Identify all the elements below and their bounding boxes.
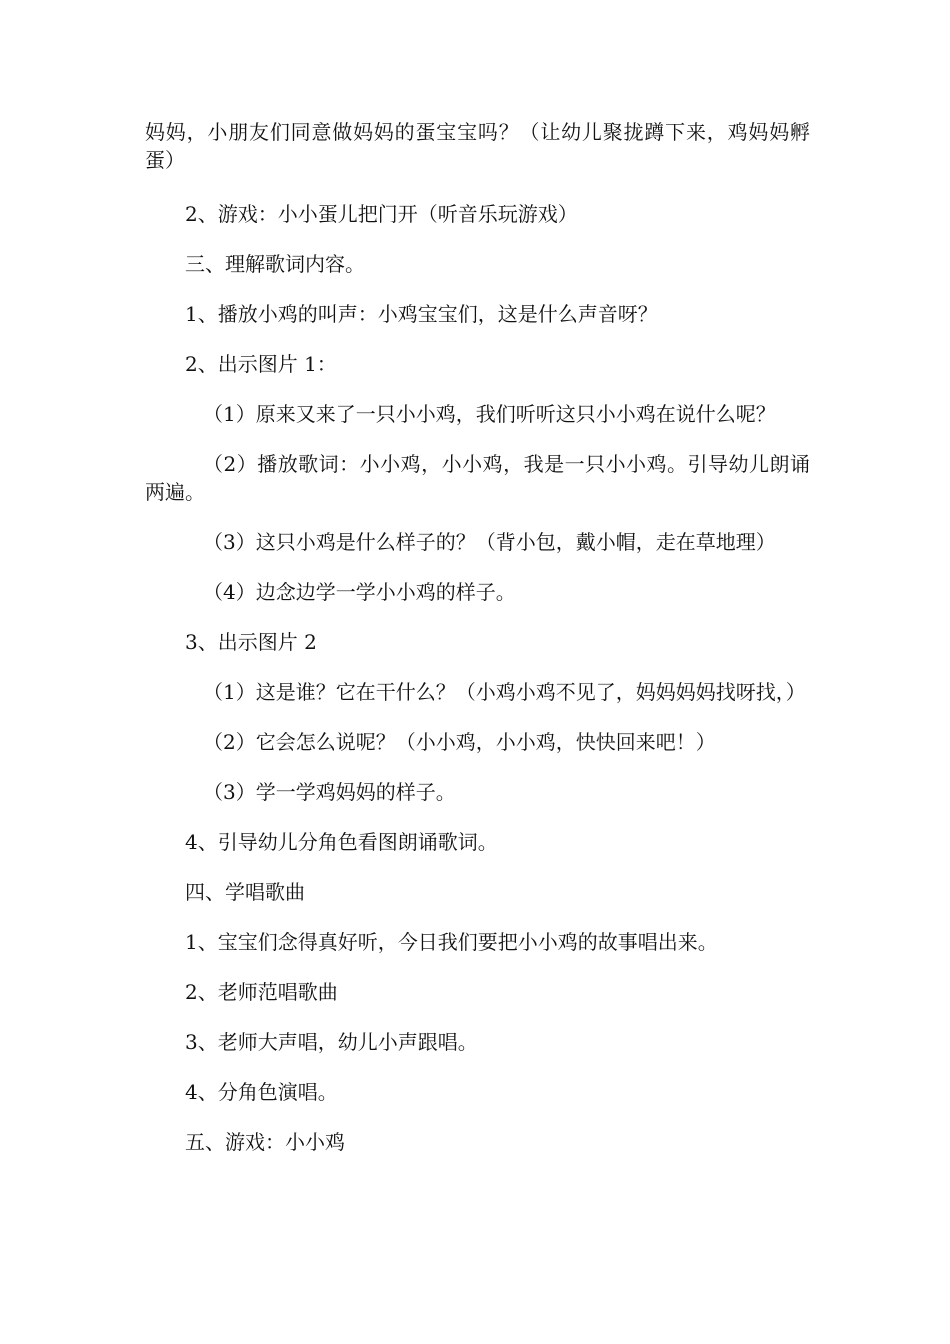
paragraph-item-3: （3）这只小鸡是什么样子的？（背小包，戴小帽，走在草地理） [203, 530, 776, 554]
section-heading-5: 五、游戏：小小鸡 [185, 1130, 345, 1154]
paragraph-role-sing: 4、分角色演唱。 [185, 1080, 338, 1104]
paragraph-follow-sing: 3、老师大声唱，幼儿小声跟唱。 [185, 1030, 478, 1054]
paragraph-continuation: 妈妈，小朋友们同意做妈妈的蛋宝宝吗？（让幼儿聚拢蹲下来，鸡妈妈孵蛋） [145, 120, 810, 172]
paragraph-role-recite: 4、引导幼儿分角色看图朗诵歌词。 [185, 830, 498, 854]
paragraph-chick-sound: 1、播放小鸡的叫声：小鸡宝宝们，这是什么声音呀？ [185, 302, 658, 326]
paragraph-item-1b: （1）这是谁？它在干什么？（小鸡小鸡不见了，妈妈妈妈找呀找，） [203, 680, 806, 704]
paragraph-item-2: （2）播放歌词：小小鸡，小小鸡，我是一只小小鸡。引导幼儿朗诵两遍。 [145, 452, 810, 504]
paragraph-item-1: （1）原来又来了一只小小鸡，我们听听这只小小鸡在说什么呢？ [203, 402, 776, 426]
document-page [145, 118, 810, 1156]
paragraph-game-egg: 2、游戏：小小蛋儿把门开（听音乐玩游戏） [185, 202, 578, 226]
paragraph-teacher-sing: 2、老师范唱歌曲 [185, 980, 338, 1004]
paragraph-picture-1: 2、出示图片 1： [185, 352, 337, 376]
section-heading-4: 四、学唱歌曲 [185, 880, 305, 904]
paragraph-sing-story: 1、宝宝们念得真好听，今日我们要把小小鸡的故事唱出来。 [185, 930, 718, 954]
section-heading-3: 三、理解歌词内容。 [185, 252, 365, 276]
paragraph-picture-2: 3、出示图片 2 [185, 630, 317, 654]
paragraph-item-3b: （3）学一学鸡妈妈的样子。 [203, 780, 456, 804]
paragraph-item-2b: （2）它会怎么说呢？（小小鸡，小小鸡，快快回来吧！） [203, 730, 716, 754]
paragraph-item-4: （4）边念边学一学小小鸡的样子。 [203, 580, 516, 604]
